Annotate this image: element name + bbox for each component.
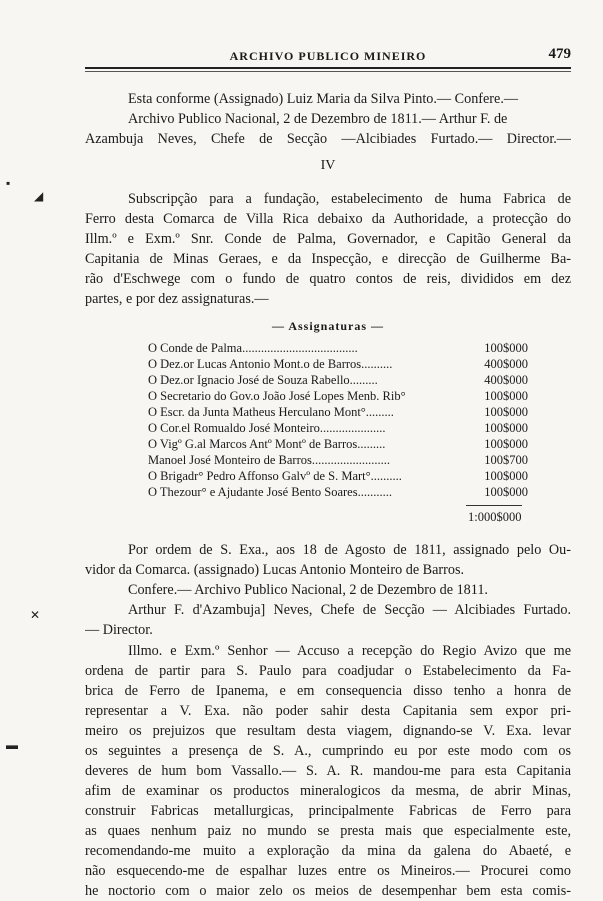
text-line: ordena de partir para S. Paulo para coadjudar o Estabelecimento da Fa- [85,663,571,679]
text-line: Azambuja Neves, Chefe de Secção —Alcibiades Furtado.— Director.— [85,131,571,147]
subscriber-name: O Brigadr° Pedro Affonso Galvº de S. Mart°.......... [148,469,402,483]
subscription-amount: 100$000 [484,485,528,499]
margin-mark: ▬ [6,738,18,752]
subscription-amount: 400$000 [484,373,528,387]
subscriber-name: O Cor.el Romualdo José Monteiro..................... [148,421,386,435]
header-rule-thin [85,71,571,72]
subscriptions-total: 1:000$000 [468,510,522,524]
subscriber-name: O Secretario do Gov.o João José Lopes Menb. Rib° [148,389,406,403]
header-title: ARCHIVO PUBLICO MINEIRO [229,49,427,63]
header-rule [85,67,571,69]
text-line: Confere.— Archivo Publico Nacional, 2 de Dezembro de 1811. [128,582,488,598]
text-line: partes, e por dez assignaturas.— [85,291,269,307]
text-line: as quaes nenhum paiz no mundo se presta mais que especialmente este, [85,823,571,839]
margin-mark: ◢ [34,189,44,203]
subscription-amount: 100$000 [484,389,528,403]
total-rule [466,505,522,506]
subscription-amount: 100$000 [484,437,528,451]
text-line: Illm.º e Exm.º Snr. Conde de Palma, Governador, e Capitão General da [85,231,571,247]
margin-mark: ▪ [6,176,11,190]
text-line: Ferro desta Comarca de Villa Rica debaixo da Authoridade, a protecção do [85,211,571,227]
text-line: Arthur F. d'Azambuja] Neves, Chefe de Secção — Alcibiades Furtado. [128,602,571,618]
subscription-amount: 100$700 [484,453,528,467]
subscription-amount: 400$000 [484,357,528,371]
text-line: os seguintes a presença de S. A., cumprindo eu por este modo com os [85,743,571,759]
page-number: 479 [548,46,571,62]
text-line: he noctorio com o maior zelo os meios de desempenhar bem esta comis- [85,883,571,899]
text-line: Illmo. e Exm.º Senhor — Accuso a recepção do Regio Avizo que me [128,643,571,659]
text-line: rão d'Eschwege com o fundo de quatro contos de reis, divididos em dez [85,271,571,287]
text-line: Archivo Publico Nacional, 2 de Dezembro de 1811.— Arthur F. de [128,111,508,127]
text-line: Subscripção para a fundação, estabelecimento de huma Fabrica de [128,191,571,207]
text-line: Por ordem de S. Exa., aos 18 de Agosto de 1811, assignado pelo Ou- [128,542,571,558]
text-line: brica de Ferro de Ipanema, e em consequencia disso tenho a honra de [85,683,571,699]
text-line: deveres de hum bom Vassallo.— S. A. R. mandou-me para esta Capitania [85,763,571,779]
text-line: meiro os prejuizos que resultam desta viagem, dignando-se V. Exa. levar [85,723,571,739]
subscriber-name: O Thezour° e Ajudante José Bento Soares........... [148,485,392,499]
subscription-amount: 100$000 [484,421,528,435]
margin-mark: ✕ [30,608,41,622]
subscriber-name: Manoel José Monteiro de Barros......................... [148,453,390,467]
subscriptions-title: — Assignaturas — [271,319,385,333]
text-line: afim de examinar os productos mineralogicos da mesma, de abrir Minas, [85,783,571,799]
subscription-amount: 100$000 [484,469,528,483]
text-line: Capitania de Minas Geraes, e da Inspecção, e direcção de Guilherme Ba- [85,251,571,267]
subscription-amount: 100$000 [484,405,528,419]
subscriber-name: O Vigº G.al Marcos Antº Montº de Barros......... [148,437,386,451]
text-line: não esquecendo-me de espalhar luzes entre os Mineiros.— Procurei como [85,863,571,879]
page-header [85,46,571,66]
text-line: representar a V. Exa. não poder sahir desta Capitania sem expor pri- [85,703,571,719]
text-line: Esta conforme (Assignado) Luiz Maria da Silva Pinto.— Confere.— [128,91,519,107]
subscriber-name: O Dez.or Ignacio José de Souza Rabello......... [148,373,378,387]
section-number: IV [320,158,336,173]
text-line: recomendando-me muito a exploração da mina da galena do Abaeté, e [85,843,571,859]
subscription-amount: 100$000 [484,341,528,355]
subscriber-name: O Dez.or Lucas Antonio Mont.o de Barros.......... [148,357,393,371]
text-line: construir Fabricas metallurgicas, principalmente Fabricas de Ferro para [85,803,571,819]
subscriber-name: O Conde de Palma..................................... [148,341,358,355]
text-line: vidor da Comarca. (assignado) Lucas Antonio Monteiro de Barros. [85,562,465,578]
subscriber-name: O Escr. da Junta Matheus Herculano Mont°......... [148,405,394,419]
text-line: — Director. [85,622,153,638]
